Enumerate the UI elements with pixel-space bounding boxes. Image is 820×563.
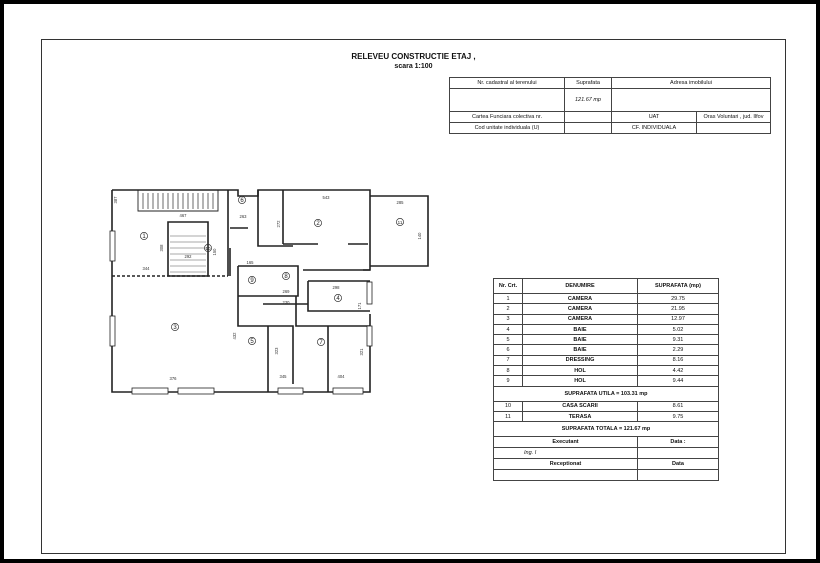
dim-308: 308 xyxy=(159,244,164,252)
row-area: 29.75 xyxy=(638,294,719,304)
dim-150: 150 xyxy=(212,248,217,256)
closet-hatching xyxy=(143,193,213,209)
dim-165: 165 xyxy=(246,260,254,265)
drawing-frame xyxy=(41,39,786,554)
dim-345: 345 xyxy=(279,374,287,379)
dim-230: 230 xyxy=(282,300,290,305)
dim-285: 285 xyxy=(396,200,404,205)
table-row xyxy=(494,314,719,324)
row-name: TERASA xyxy=(523,411,638,421)
row-nr: 9 xyxy=(494,376,523,386)
cad-carte-label: Cartea Funciara colectiva nr. xyxy=(450,112,565,123)
cad-adresa-value xyxy=(612,89,771,112)
room-label-3: 3 xyxy=(173,325,177,331)
drawing-sheet xyxy=(4,4,816,559)
room-label-2: 2 xyxy=(316,221,320,227)
cad-cod-value xyxy=(565,123,612,134)
table-row xyxy=(494,335,719,345)
row-nr: 6 xyxy=(494,345,523,355)
ing-label: Ing. I xyxy=(494,448,638,459)
row-area: 8.61 xyxy=(638,401,719,411)
row-name: DRESSING xyxy=(523,355,638,365)
row-nr: 3 xyxy=(494,314,523,324)
cad-cf-label: CF. INDIVIDUALA xyxy=(612,123,697,134)
row-area: 2.29 xyxy=(638,345,719,355)
row-area: 5.02 xyxy=(638,324,719,334)
table-row xyxy=(494,345,719,355)
row-name: HOL xyxy=(523,376,638,386)
row-name: CAMERA xyxy=(523,294,638,304)
table-row xyxy=(494,376,719,386)
cad-header-adresa: Adresa imobilului xyxy=(612,78,771,89)
room-label-8: 8 xyxy=(284,274,288,280)
dim-543: 543 xyxy=(322,195,330,200)
row-name: CAMERA xyxy=(523,314,638,324)
dim-467: 467 xyxy=(179,213,187,218)
suprafata-utila: SUPRAFATA UTILA = 103.31 mp xyxy=(494,386,719,401)
row-name: BAIE xyxy=(523,335,638,345)
cad-cod-label: Cod unitate individuala (U) xyxy=(450,123,565,134)
dim-263: 263 xyxy=(239,214,247,219)
dim-269: 269 xyxy=(282,289,290,294)
row-area: 9.31 xyxy=(638,335,719,345)
row-nr: 8 xyxy=(494,366,523,376)
dim-432: 432 xyxy=(232,332,237,340)
dim-298: 298 xyxy=(332,285,340,290)
row-area: 21.95 xyxy=(638,304,719,314)
room-label-1: 1 xyxy=(142,234,146,240)
cad-uat-value: Oras Voluntari , jud. Ilfov xyxy=(697,112,771,123)
dim-376: 376 xyxy=(169,376,177,381)
cad-nr-value xyxy=(450,89,565,112)
room-label-5: 5 xyxy=(250,339,254,345)
data-label-2: Data xyxy=(638,459,719,470)
plan-windows xyxy=(110,231,372,394)
dim-323: 323 xyxy=(274,347,279,355)
table-row xyxy=(494,355,719,365)
row-name: BAIE xyxy=(523,324,638,334)
table-row xyxy=(494,411,719,421)
executant-label: Executant xyxy=(494,437,638,448)
drawing-title: RELEVEU CONSTRUCTIE ETAJ , xyxy=(351,52,476,61)
cad-header-nr: Nr. cadastral al terenului xyxy=(450,78,565,89)
room-label-7: 7 xyxy=(319,340,323,346)
row-name: HOL xyxy=(523,366,638,376)
room-label-10: 10 xyxy=(205,246,211,251)
cad-suprafata-value: 121.67 mp xyxy=(565,89,612,112)
row-nr: 11 xyxy=(494,411,523,421)
dim-140: 140 xyxy=(417,232,422,240)
dim-292: 292 xyxy=(184,254,192,259)
row-nr: 1 xyxy=(494,294,523,304)
cad-cf-value xyxy=(697,123,771,134)
receptionat-value xyxy=(494,470,638,481)
row-area: 4.42 xyxy=(638,366,719,376)
row-area: 9.44 xyxy=(638,376,719,386)
rooms-header-nr: Nr. Crt. xyxy=(494,279,523,294)
row-area: 12.97 xyxy=(638,314,719,324)
table-row xyxy=(494,294,719,304)
cad-header-suprafata: Suprafata xyxy=(565,78,612,89)
ing-data-value xyxy=(638,448,719,459)
table-row xyxy=(494,366,719,376)
dim-404: 404 xyxy=(337,374,345,379)
room-label-4: 4 xyxy=(336,296,340,302)
room-label-6: 6 xyxy=(240,198,244,204)
room-label-11: 11 xyxy=(397,220,403,225)
rooms-table xyxy=(493,278,719,481)
dim-344: 344 xyxy=(142,266,150,271)
rooms-header-denumire: DENUMIRE xyxy=(523,279,638,294)
row-nr: 2 xyxy=(494,304,523,314)
cadastral-table xyxy=(449,77,771,134)
plan-walls xyxy=(112,190,428,392)
data-label-1: Data : xyxy=(638,437,719,448)
suprafata-totala: SUPRAFATA TOTALA = 121.67 mp xyxy=(494,422,719,437)
cad-uat-label: UAT xyxy=(612,112,697,123)
row-name: CAMERA xyxy=(523,304,638,314)
row-area: 9.75 xyxy=(638,411,719,421)
row-area: 8.16 xyxy=(638,355,719,365)
dim-272: 272 xyxy=(276,220,281,228)
row-nr: 10 xyxy=(494,401,523,411)
cad-carte-value xyxy=(565,112,612,123)
dim-387: 387 xyxy=(113,196,118,204)
floor-plan xyxy=(108,186,438,396)
dim-171: 171 xyxy=(357,302,362,310)
row-nr: 4 xyxy=(494,324,523,334)
row-name: CASA SCARII xyxy=(523,401,638,411)
receptionat-data-value xyxy=(638,470,719,481)
table-row xyxy=(494,304,719,314)
row-nr: 5 xyxy=(494,335,523,345)
table-row xyxy=(494,324,719,334)
drawing-scale: scara 1:100 xyxy=(394,63,433,70)
dim-321: 321 xyxy=(359,348,364,356)
room-label-9: 9 xyxy=(250,278,254,284)
receptionat-label: Receptionat xyxy=(494,459,638,470)
row-name: BAIE xyxy=(523,345,638,355)
row-nr: 7 xyxy=(494,355,523,365)
rooms-header-suprafata: SUPRAFATA (mp) xyxy=(638,279,719,294)
table-row xyxy=(494,401,719,411)
room-labels xyxy=(140,196,403,346)
